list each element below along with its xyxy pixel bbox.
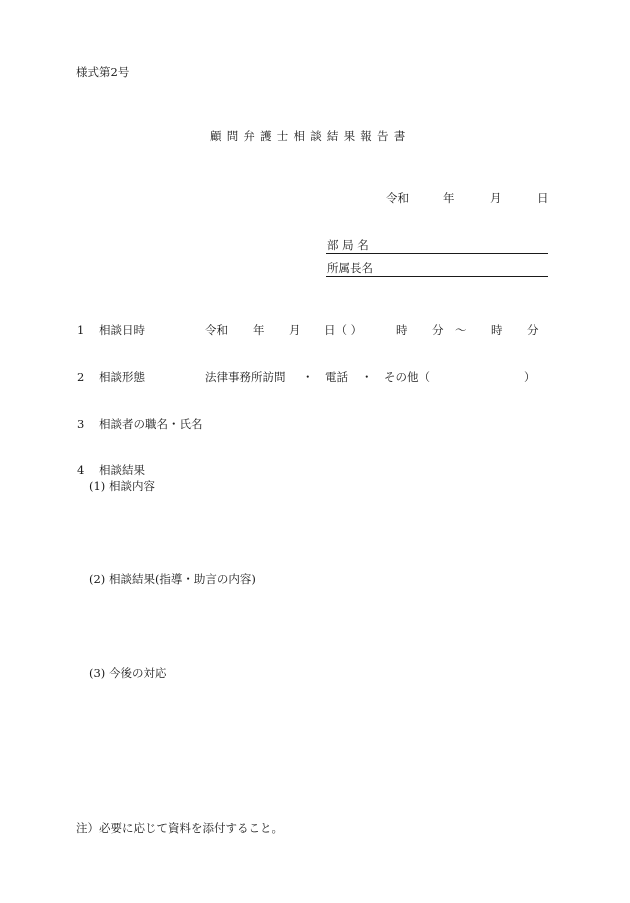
date-year-label: 年 xyxy=(443,191,455,205)
section-3-label: 相談者の職名・氏名 xyxy=(99,417,203,431)
datetime-tilde: 〜 xyxy=(455,323,467,337)
section-3-number: 3 xyxy=(77,417,85,431)
section-1-number: 1 xyxy=(77,323,85,337)
section-2-number: 2 xyxy=(77,370,85,384)
option-phone: 電話 xyxy=(325,370,348,384)
department-underline xyxy=(326,253,548,254)
datetime-year: 年 xyxy=(253,323,265,337)
section-4-number: 4 xyxy=(77,463,85,477)
subitem-consultation-content: (1) 相談内容 xyxy=(89,479,155,493)
head-label: 所属長名 xyxy=(327,261,373,275)
option-separator-1: ・ xyxy=(302,370,314,384)
date-day-label: 日 xyxy=(537,191,549,205)
option-other-close-paren: ） xyxy=(524,370,536,384)
department-label: 部 局 名 xyxy=(327,238,369,252)
subitem-consultation-result: (2) 相談結果(指導・助言の内容) xyxy=(89,572,256,586)
section-2-label: 相談形態 xyxy=(99,370,145,384)
date-month-label: 月 xyxy=(490,191,502,205)
datetime-start-hour: 時 xyxy=(396,323,408,337)
option-office-visit: 法律事務所訪問 xyxy=(205,370,286,384)
option-separator-2: ・ xyxy=(361,370,373,384)
subitem-future-action: (3) 今後の対応 xyxy=(89,666,167,680)
date-era: 令和 xyxy=(386,191,409,205)
attachment-note: 注）必要に応じて資料を添付すること。 xyxy=(76,821,283,835)
datetime-end-hour: 時 xyxy=(491,323,503,337)
option-other: その他（ xyxy=(384,370,430,384)
section-1-label: 相談日時 xyxy=(99,323,145,337)
datetime-month: 月 xyxy=(289,323,301,337)
head-underline xyxy=(326,276,548,277)
datetime-day-weekday: 日（ ） xyxy=(324,323,363,337)
datetime-start-minute: 分 xyxy=(432,323,444,337)
form-number: 様式第2号 xyxy=(76,65,130,79)
datetime-era: 令和 xyxy=(205,323,228,337)
section-4-label: 相談結果 xyxy=(99,463,145,477)
document-title: 顧問弁護士相談結果報告書 xyxy=(210,129,411,143)
datetime-end-minute: 分 xyxy=(527,323,539,337)
